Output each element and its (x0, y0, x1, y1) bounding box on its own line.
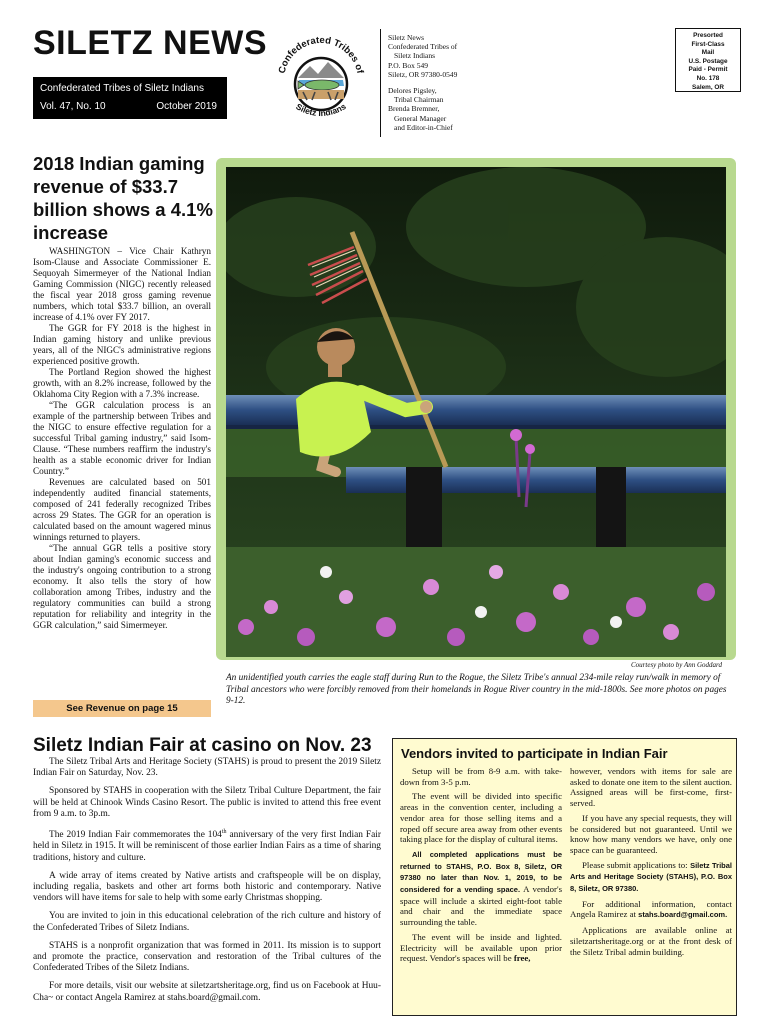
article-paragraph: STAHS is a nonprofit organization that was formed in 2011. Its mission is to support and promote the practice, conservation and restoration of the Tribal cultures of the Confederated Tribes of the Siletz Indians. (33, 940, 381, 974)
emphasis-text: free, (513, 953, 531, 964)
seal-top-text: Confederated Tribes of (276, 34, 366, 75)
article-paragraph: A wide array of items created by Native artists and craftspeople will be on display, including regalia, baskets and other art forms both historic and contemporary. Native vendors will have items for sale to help with some early Christmas shopping. (33, 870, 381, 904)
newspaper-title: SILETZ NEWS (33, 24, 268, 62)
tribal-seal-logo (270, 22, 370, 132)
article-paragraph (570, 899, 732, 921)
fair-headline: Siletz Indian Fair at casino on Nov. 23 (33, 735, 372, 756)
address-divider (380, 29, 381, 137)
postage-line: U.S. Postage (688, 57, 728, 65)
article-paragraph: Revenues are calculated based on 501 independently audited financial statements, composed of 241 federally recognized Tribes across 29 States. The GGR for an operation is calculated based on the amount wagered minus winnings returned to players. (33, 477, 211, 542)
vendors-column-1 (400, 766, 562, 968)
paragraph-text: Please submit applications to: (582, 859, 691, 870)
vendors-headline: Vendors invited to participate in Indian Fair (401, 746, 668, 761)
postage-line: Presorted (693, 32, 723, 39)
masthead-info-bar (33, 77, 227, 119)
article-paragraph: however, vendors with items for sale are asked to donate one item to the silent auction. Assigned areas will be first-come, first-served. (570, 766, 732, 809)
paragraph-text: The event will be inside and lighted. Electricity will be available upon prior request. Vendor's spaces will be (400, 931, 562, 964)
ordinal-suffix: th (221, 829, 227, 836)
article-paragraph (400, 849, 562, 928)
article-paragraph: WASHINGTON – Vice Chair Kathryn Isom-Clause and Associate Commissioner E. Sequoyah Simermeyer of the National Indian Gaming Commission (NIGC) recently released the fiscal year 2018 gross gaming revenue numbers, which total $33.7 billion, an overall increase of 4.1% over FY 2017. (33, 246, 211, 322)
postage-line: Paid - Permit (688, 66, 728, 74)
article-paragraph (400, 932, 562, 964)
staff-line: and Editor-in-Chief (394, 122, 453, 132)
photo-caption: An unidentified youth carries the eagle staff during Run to the Rogue, the Siletz Tribe's annual 234-mile relay run/walk in memory of Tribal ancestors who were forcibly removed from their homelands in Rogue River country in the mid-1800s. See more photos on pages 9-12. (226, 673, 727, 706)
article-paragraph: “The annual GGR tells a positive story about Indian gaming's economic success and the industry's ongoing contribution to a strong economy. It also tells the story of how collaboration among Tribes, industry and the regulatory communities can build a strong reputation for reliability and integrity in the GGR calculation,” said Simermeyer. (33, 543, 211, 630)
postage-line: Mail (701, 49, 715, 57)
postage-line: No. 178 (696, 74, 720, 82)
postage-line: First-Class (691, 40, 725, 48)
postage-line: Salem, OR (692, 83, 724, 91)
vendors-column-2 (570, 766, 732, 961)
article-paragraph: For more details, visit our website at siletzartsheritage.org, find us on Facebook at Huu-Cha~ or contact Angela Ramirez at stahs.board@gmail.com. (33, 981, 381, 1003)
article-paragraph: Applications are available online at siletzartsheritage.org or at the front desk of the Siletz Tribal admin building. (570, 925, 732, 957)
gaming-headline: 2018 Indian gaming revenue of $33.7 billion shows a 4.1% increase (33, 153, 213, 243)
article-paragraph (33, 827, 381, 864)
article-paragraph: The GGR for FY 2018 is the highest in Indian gaming history and unlike previous years, all of the NIGC's administrative regions experienced positive growth. (33, 323, 211, 366)
staff-line: Delores Pigsley, (388, 86, 437, 96)
photo-credit: Courtesy photo by Ann Goddard (631, 661, 722, 669)
address-line: Siletz, OR 97380-0549 (388, 69, 458, 79)
paragraph-text: A vendor's space will include a skirted eight-foot table and chair and the immediate space surrounding the table. (400, 884, 562, 928)
article-paragraph: Sponsored by STAHS in cooperation with the Siletz Tribal Culture Department, the fair will be held at Chinook Winds Casino Resort. The public is invited to attend this free event from 9 a.m. to 3p.m. (33, 786, 381, 819)
fair-article-body (33, 757, 381, 1011)
article-paragraph: The Portland Region showed the highest growth, with an 8.2% increase, followed by the Oklahoma City Region with a 7.3% increase. (33, 367, 211, 399)
staff-line: Tribal Chairman (394, 95, 444, 105)
contact-email-link[interactable]: stahs.board@gmail.com. (638, 910, 728, 920)
issue-volume: Vol. 47, No. 10 (40, 101, 106, 112)
paragraph-text: anniversary of the very first Indian Fair held in Siletz in 1915. It will be reminiscent of those earlier Indian Fairs as a time of sharing traditions, history and culture. (33, 830, 381, 863)
address-line: Siletz Indians (394, 51, 436, 61)
article-paragraph: Setup will be from 8-9 a.m. with take-down from 3-5 p.m. (400, 766, 562, 787)
paragraph-text: The 2019 Indian Fair commemorates the 104 (49, 830, 222, 841)
address-line: Siletz News (388, 33, 425, 42)
staff-line: Brenda Bremner, (388, 104, 440, 114)
postage-indicia (675, 28, 741, 92)
continued-on-page-link[interactable]: See Revenue on page 15 (33, 700, 211, 717)
address-block (388, 33, 498, 132)
masthead-org: Confederated Tribes of Siletz Indians (40, 83, 204, 94)
article-paragraph: You are invited to join in this educational celebration of the rich culture and history of the Confederated Tribes of Siletz Indians. (33, 911, 381, 933)
address-line: P.O. Box 549 (388, 60, 429, 70)
article-paragraph (570, 860, 732, 895)
mailing-address: Siletz Tribal Arts and Heritage Society (STAHS), P.O. Box 8, Siletz, OR 97380. (570, 860, 733, 894)
staff-line: General Manager (394, 113, 447, 123)
gaming-article-body (33, 246, 211, 631)
address-line: Confederated Tribes of (388, 42, 458, 52)
seal-bottom-text: Siletz Indians (294, 101, 348, 119)
eagle-staff-photo (226, 167, 726, 657)
article-paragraph: If you have any special requests, they will be considered but not guaranteed. Until we know how many vendors we have, only one space can be guaranteed. (570, 812, 732, 855)
deadline-notice: All completed applications must be returned to STAHS, P.O. Box 8, Siletz, OR 97380 no later than Nov. 1, 2019, to be considered for a vending space. (400, 849, 562, 895)
issue-date: October 2019 (156, 101, 217, 112)
article-paragraph: The event will be divided into specific areas in the convention center, including a vendor area for those selling items and a roped off secure area away from other events taking place for the display of cultural items. (400, 791, 562, 845)
article-paragraph: The Siletz Tribal Arts and Heritage Society (STAHS) is proud to present the 2019 Siletz Indian Fair on Saturday, Nov. 23. (33, 757, 381, 779)
article-paragraph: “The GGR calculation process is an example of the partnership between Tribes and the NIGC to ensure effective regulation for a successful Tribal gaming industry,” said Isom-Clause. “These numbers reaffirm the industry's health as a stable economic driver for Indian Country.” (33, 400, 211, 476)
paragraph-text: For additional information, contact Angela Ramirez at (570, 898, 732, 920)
